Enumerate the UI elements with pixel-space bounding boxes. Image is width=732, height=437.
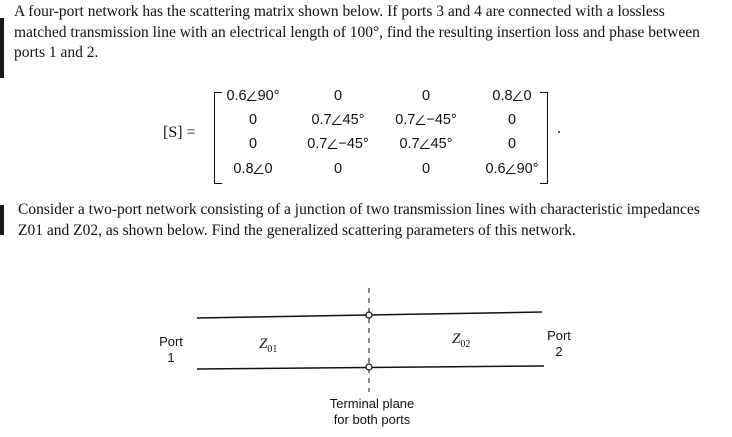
matrix-cell-angle: −45° <box>338 136 369 152</box>
matrix-cell-magnitude: 0 <box>421 161 431 177</box>
matrix-cell-magnitude: 0 <box>421 88 431 104</box>
upper-terminal-node <box>366 312 372 318</box>
z01-label: $Z_{01}$ <box>259 336 278 355</box>
matrix-cell-magnitude: 0.8 <box>492 88 513 104</box>
matrix-cell-angle: 0 <box>264 161 273 177</box>
matrix-cell-angle: −45° <box>426 112 457 128</box>
matrix-cell-magnitude: 0.7 <box>395 112 416 128</box>
matrix-cell-magnitude: 0.6 <box>485 161 506 177</box>
matrix-label: [S] = <box>163 124 196 141</box>
matrix-cell-magnitude: 0 <box>248 112 258 128</box>
problem-2-text: Consider a two-port network consisting of a junction of two transmission lines with characteristic impedances Z01 and Z02, as shown below. Find the generalized scattering parameters of this network. <box>18 201 700 239</box>
port-2-label: Port 2 <box>547 328 571 359</box>
problem-1-text: A four-port network has the scattering matrix shown below. If ports 3 and 4 are connected with a lossless matched transmission line with an electrical length of 100°, find the resulting insertion loss and phase between ports 1 and 2. <box>14 3 700 61</box>
matrix-cell-magnitude: 0 <box>333 88 343 104</box>
matrix-cell-magnitude: 0 <box>248 136 258 152</box>
matrix-cell-magnitude: 0.8 <box>233 161 254 177</box>
matrix-cell-magnitude: 0 <box>333 161 343 177</box>
z02-label: $Z_{02}$ <box>452 331 471 350</box>
matrix-cell-magnitude: 0.7 <box>307 136 328 152</box>
matrix-cell-magnitude: 0 <box>507 136 517 152</box>
matrix-period: . <box>557 120 561 137</box>
matrix-cell-angle: 45° <box>430 136 453 152</box>
matrix-cell-magnitude: 0.6 <box>226 88 247 104</box>
matrix-cell-magnitude: 0.7 <box>311 112 332 128</box>
lower-terminal-node <box>366 364 372 370</box>
matrix-cell-angle: 0 <box>523 88 532 104</box>
terminal-plane-label: Terminal plane for both ports <box>329 396 415 427</box>
matrix-cell-angle: 90° <box>516 161 539 177</box>
matrix-cell-angle: 90° <box>257 88 280 104</box>
matrix-cell-magnitude: 0.7 <box>399 136 420 152</box>
port-1-label: Port 1 <box>159 334 183 365</box>
matrix-cell-magnitude: 0 <box>507 112 517 128</box>
matrix-cell-angle: 45° <box>342 112 365 128</box>
